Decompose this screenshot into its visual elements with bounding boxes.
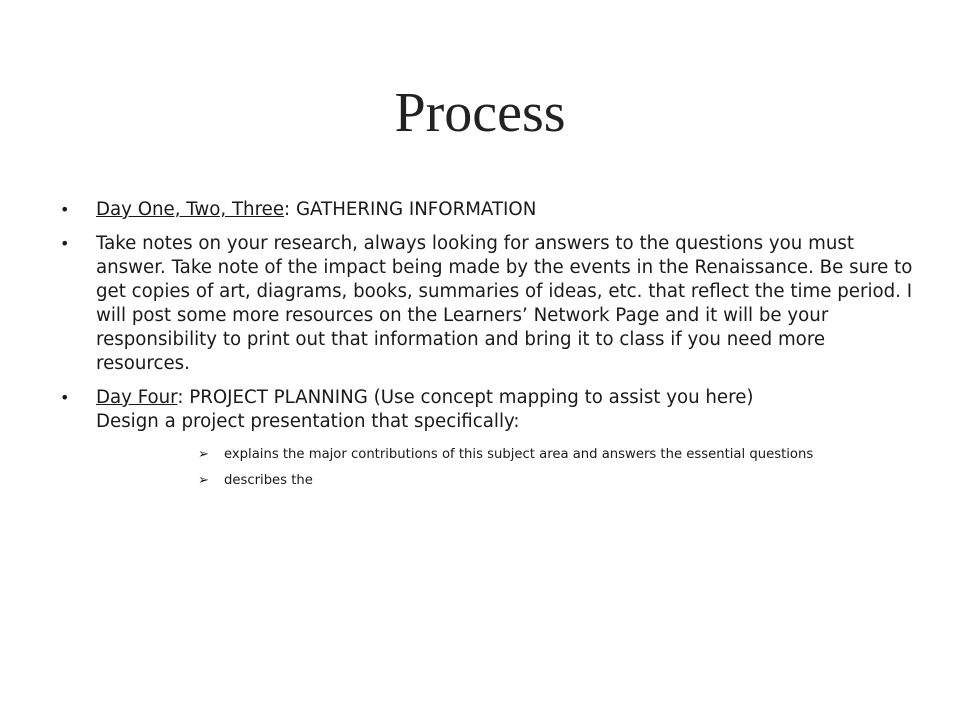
bullet-second-line: Design a project presentation that specifically:	[96, 411, 520, 432]
bullet-item-2	[60, 232, 920, 376]
sub-bullet-text: describes the	[224, 473, 313, 488]
arrow-bullet-icon: ➢	[198, 447, 209, 462]
sub-bullet-item-1	[60, 446, 920, 464]
bullet-heading-underlined: Day Four	[96, 387, 178, 408]
bullet-heading-rest: : PROJECT PLANNING (Use concept mapping to assist you here)	[177, 387, 754, 408]
arrow-bullet-icon: ➢	[198, 473, 209, 488]
bullet-item-3	[60, 386, 920, 434]
bullet-heading-underlined: Day One, Two, Three	[96, 199, 285, 220]
bullet-heading-rest: : GATHERING INFORMATION	[284, 199, 537, 220]
sub-bullet-text: explains the major contributions of this subject area and answers the essential questions	[224, 447, 814, 462]
bullet-item-1	[60, 198, 920, 222]
slide-title: Process	[394, 82, 566, 144]
bullet-dot-icon: •	[60, 200, 70, 219]
bullet-text: Take notes on your research, always looking for answers to the questions you must answer. Take note of the impact being made by the events in the Renaissance. Be sure to get copies of art, diagrams, books, summaries of ideas, etc. that reflect the time period. I will post some more resources on the Learners’ Network Page and it will be your responsibility to print out that information and bring it to class if you need more resources.	[96, 233, 913, 374]
sub-bullet-item-2	[60, 472, 920, 490]
bullet-dot-icon: •	[60, 388, 70, 407]
bullet-dot-icon: •	[60, 234, 70, 253]
slide-body	[60, 198, 920, 490]
